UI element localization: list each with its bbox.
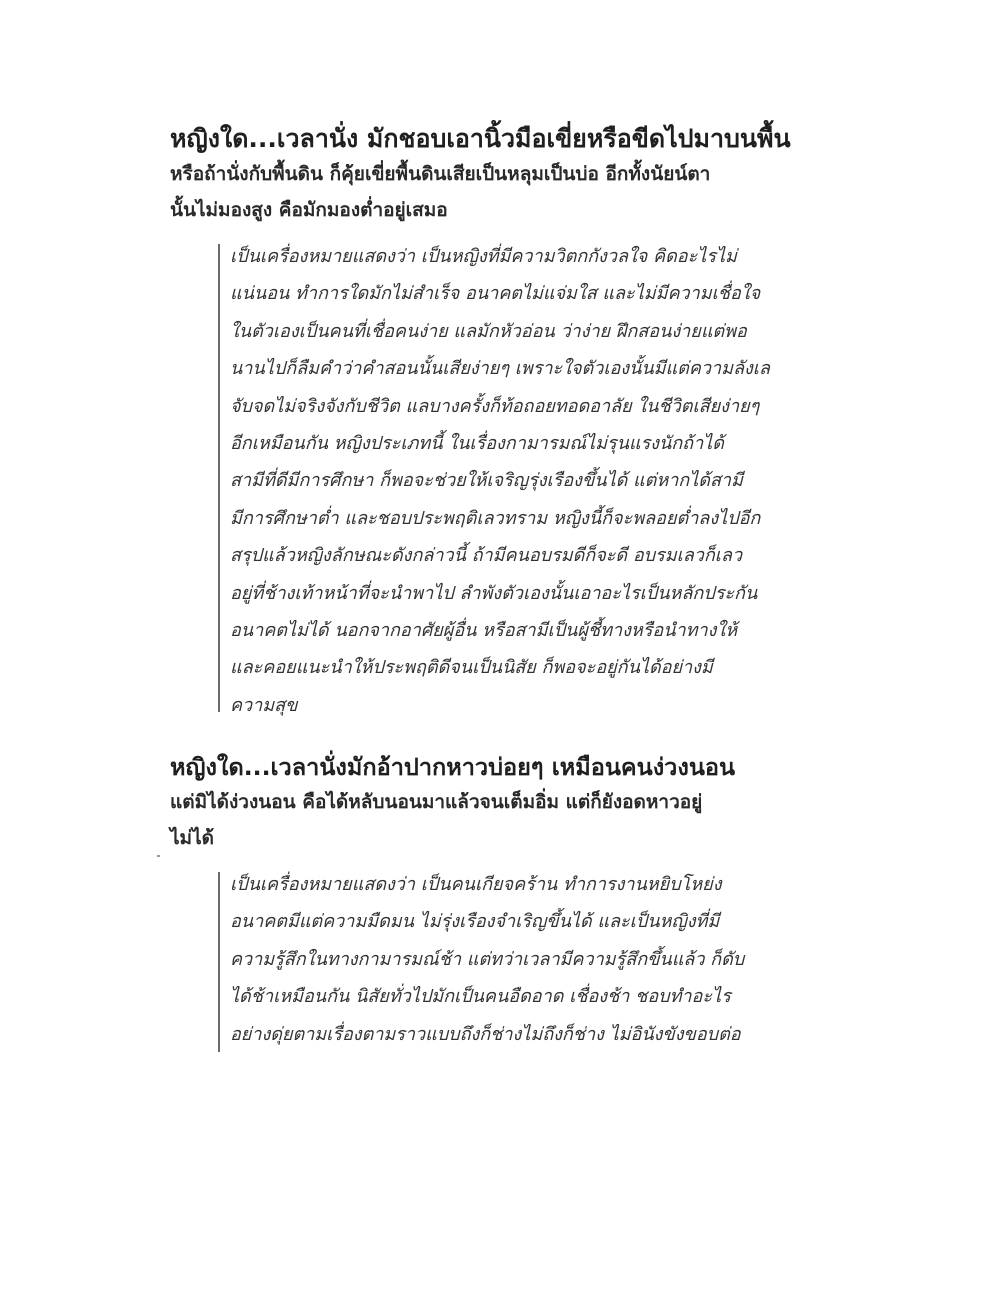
margin-rule [218, 872, 220, 1052]
body-line: อนาคตมีแต่ความมืดมน ไม่รุ่งเรืองจำเริญขึ้นได้ และเป็นหญิงที่มี [230, 911, 720, 933]
body-line: มีการศึกษาต่ำ และชอบประพฤติเลวทราม หญิงนี้ก็จะพลอยต่ำลงไปอีก [230, 507, 761, 529]
body-line: อีกเหมือนกัน หญิงประเภทนี้ ในเรื่องกามารมณ์ไม่รุนแรงนักถ้าได้ [230, 433, 724, 455]
body-line: เป็นเครื่องหมายแสดงว่า เป็นหญิงที่มีความวิตกกังวลใจ คิดอะไรไม่ [230, 246, 737, 267]
body-line: ความรู้สึกในทางกามารมณ์ช้า แต่ทว่าเวลามีความรู้สึกขึ้นแล้ว ก็ดับ [230, 948, 745, 970]
scan-speck [157, 855, 160, 857]
body-line: สรุปแล้วหญิงลักษณะดังกล่าวนี้ ถ้ามีคนอบรมดีก็จะดี อบรมเลวก็เลว [230, 545, 743, 567]
body-line: จับจดไม่จริงจังกับชีวิต แลบางครั้งก็ท้อถอยทอดอาลัย ในชีวิตเสียง่ายๆ [230, 395, 760, 417]
section-2-body [218, 866, 810, 1053]
section-1-body [218, 238, 810, 724]
body-line: ได้ช้าเหมือนกัน นิสัยทั่วไปมักเป็นคนอืดอาด เชื่องช้า ชอบทำอะไร [230, 986, 731, 1008]
section-1-heading: หญิงใด...เวลานั่ง มักชอบเอานิ้วมือเขี่ยหรือขีดไปมาบนพื้น [170, 124, 791, 153]
section-2 [170, 750, 810, 1053]
body-line: ในตัวเองเป็นคนที่เชื่อคนง่าย แลมักหัวอ่อน ว่าง่าย ฝึกสอนง่ายแต่พอ [230, 320, 747, 342]
margin-rule [218, 244, 220, 712]
section-2-subheading-line: แต่มิได้ง่วงนอน คือได้หลับนอนมาแล้วจนเต็มอิ่ม แต่ก็ยังอดหาวอยู่ [170, 791, 703, 813]
section-1 [170, 122, 810, 724]
body-line: อย่างดุ่ยตามเรื่องตามราวแบบถึงก็ช่างไม่ถึงก็ช่าง ไม่อินังขังขอบต่อ [230, 1023, 741, 1045]
body-line: แน่นอน ทำการใดมักไม่สำเร็จ อนาคตไม่แจ่มใส และไม่มีความเชื่อใจ [230, 283, 761, 305]
body-line: เป็นเครื่องหมายแสดงว่า เป็นคนเกียจคร้าน ทำการงานหยิบโหย่ง [230, 874, 722, 895]
section-2-subheading-line: ไม่ได้ [170, 827, 214, 849]
section-1-subheading-line: นั้นไม่มองสูง คือมักมองต่ำอยู่เสมอ [170, 199, 448, 221]
body-line: อยู่ที่ช้างเท้าหน้าที่จะนำพาไป ลำพังตัวเองนั้นเอาอะไรเป็นหลักประกัน [230, 582, 758, 604]
section-2-heading: หญิงใด...เวลานั่งมักอ้าปากหาวบ่อยๆ เหมือนคนง่วงนอน [170, 753, 736, 781]
body-line: ความสุข [230, 694, 298, 716]
body-line: นานไปก็ลืมคำว่าคำสอนนั้นเสียง่ายๆ เพราะใจตัวเองนั้นมีแต่ความลังเล [230, 358, 770, 380]
section-1-subheading-line: หรือถ้านั่งกับพื้นดิน ก็คุ้ยเขี่ยพื้นดินเสียเป็นหลุมเป็นบ่อ อีกทั้งนัยน์ตา [170, 163, 711, 185]
body-line: สามีที่ดีมีการศึกษา ก็พอจะช่วยให้เจริญรุ่งเรืองขึ้นได้ แต่หากได้สามี [230, 470, 743, 492]
body-line: และคอยแนะนำให้ประพฤติดีจนเป็นนิสัย ก็พอจะอยู่กันได้อย่างมี [230, 657, 713, 679]
body-line: อนาคตไม่ได้ นอกจากอาศัยผู้อื่น หรือสามีเป็นผู้ชี้ทางหรือนำทางให้ [230, 620, 738, 642]
